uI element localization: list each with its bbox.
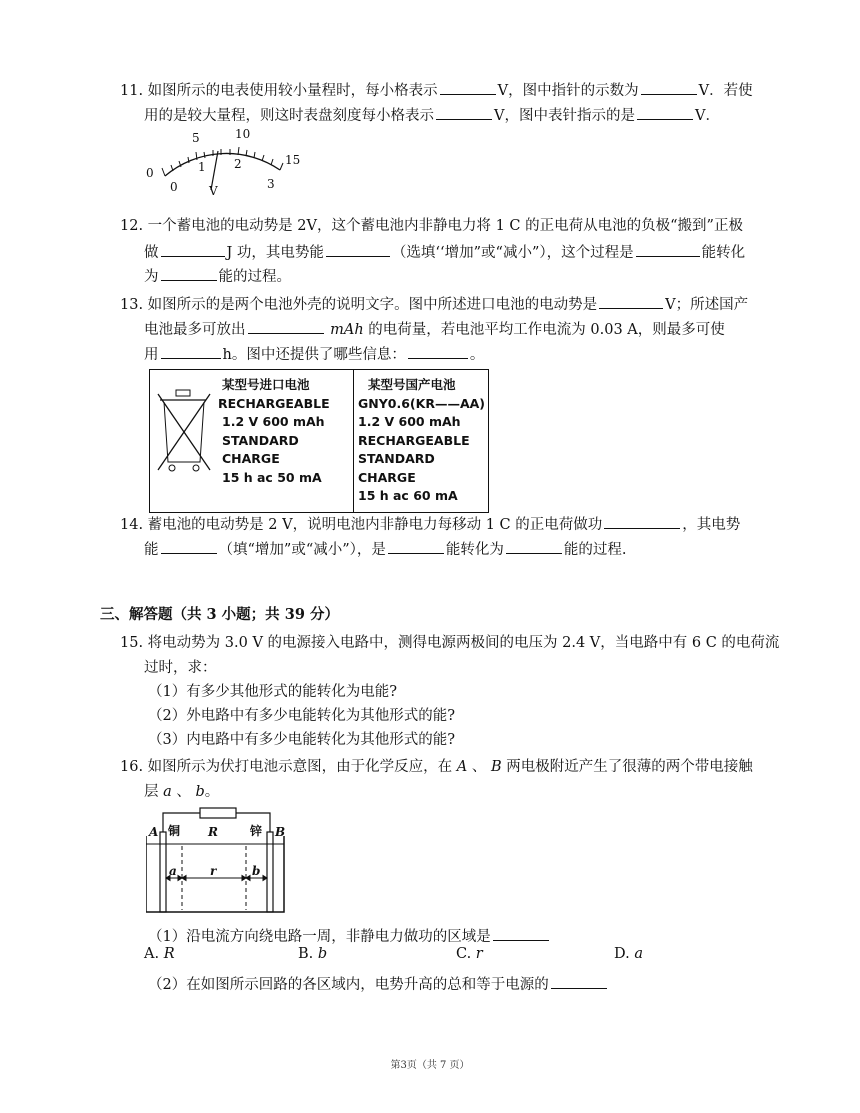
dial-lower-label: 1	[198, 160, 206, 174]
zinc-label: 锌	[250, 824, 263, 838]
option-B[interactable]: B. b	[298, 946, 328, 962]
q16-line2: 层 a 、 b。	[144, 784, 220, 800]
electrode-B-label: B	[275, 825, 286, 839]
dial-lower-label: 3	[267, 177, 275, 191]
q11-line1: 11. 如图所示的电表使用较小量程时，每小格表示 V，图中指针的示数为 V．若使	[120, 76, 753, 100]
import-battery-line: CHARGE	[222, 451, 280, 466]
answer-blank[interactable]	[248, 315, 324, 334]
domestic-battery-line: RECHARGEABLE	[358, 432, 470, 448]
answer-blank[interactable]	[551, 970, 607, 989]
q13-line2: 电池最多可放出 mAh 的电荷量，若电池平均工作电流为 0.03 A，则最多可使	[144, 315, 725, 339]
import-battery-line: 1.2 V 600 mAh	[222, 414, 325, 429]
dial-lower-label: 0	[170, 180, 178, 194]
resistor-R-label: R	[208, 825, 218, 839]
answer-blank[interactable]	[599, 290, 663, 309]
question-number: 15.	[120, 635, 144, 651]
answer-blank[interactable]	[641, 76, 697, 95]
import-battery-title: 某型号进口电池	[222, 377, 310, 392]
page-footer: 第3页（共 7 页）	[390, 1060, 470, 1071]
answer-blank[interactable]	[326, 238, 390, 257]
section-heading: 三、解答题（共 3 小题；共 39 分）	[100, 606, 339, 623]
question-number: 14.	[120, 517, 144, 533]
internal-r-label: r	[210, 864, 217, 878]
dial-lower-label: 2	[234, 157, 242, 171]
q16-sub2: （2）在如图所示回路的各区域内，电势升高的总和等于电源的	[148, 970, 609, 994]
domestic-battery-line: GNY0.6(KR——AA)	[358, 395, 486, 411]
domestic-battery-line: 15 h ac 60 mA	[358, 488, 458, 503]
answer-blank[interactable]	[604, 510, 680, 529]
import-battery-line: RECHARGEABLE	[218, 395, 330, 411]
q15-line1: 15. 将电动势为 3.0 V 的电源接入电路中，测得电源两极间的电压为 2.4 V，当电路中有 6 C 的电荷流	[120, 635, 780, 651]
domestic-battery-title: 某型号国产电池	[368, 377, 456, 392]
option-A[interactable]: A. R	[144, 946, 175, 962]
electrode-A-label: A	[149, 825, 159, 839]
domestic-battery-line: 1.2 V 600 mAh	[358, 414, 461, 429]
answer-blank[interactable]	[161, 238, 225, 257]
q13-line3: 用 h。图中还提供了哪些信息： 。	[144, 340, 484, 364]
voltaic-cell-diagram	[146, 806, 296, 918]
copper-label: 铜	[168, 824, 181, 838]
question-number: 12.	[120, 218, 144, 234]
q15-sub2: （2）外电路中有多少电能转化为其他形式的能?	[148, 708, 455, 724]
q16-line1: 16. 如图所示为伏打电池示意图，由于化学反应，在 A 、 B 两电极附近产生了很薄的两个带电接触	[120, 759, 753, 775]
answer-blank[interactable]	[436, 101, 492, 120]
voltmeter-dial-figure	[140, 128, 310, 203]
question-number: 13.	[120, 297, 144, 313]
battery-label-table	[149, 369, 489, 513]
dial-unit-label: V	[209, 184, 218, 198]
q15-sub3: （3）内电路中有多少电能转化为其他形式的能?	[148, 732, 455, 748]
answer-blank[interactable]	[408, 340, 468, 359]
answer-blank[interactable]	[493, 922, 549, 941]
answer-blank[interactable]	[636, 238, 700, 257]
answer-blank[interactable]	[161, 340, 221, 359]
answer-blank[interactable]	[161, 535, 217, 554]
q11-line2: 用的是较大量程，则这时表盘刻度每小格表示 V，图中表针指示的是 V．	[144, 101, 720, 125]
answer-blank[interactable]	[506, 535, 562, 554]
layer-a-label: a	[169, 864, 177, 878]
q12-line1: 12. 一个蓄电池的电动势是 2V，这个蓄电池内非静电力将 1 C 的正电荷从电池的负极“搬到”正极	[120, 218, 743, 234]
dial-upper-label: 15	[285, 153, 301, 167]
question-number: 11.	[120, 83, 144, 99]
dial-upper-label: 0	[146, 166, 154, 180]
question-number: 16.	[120, 759, 144, 775]
answer-blank[interactable]	[440, 76, 496, 95]
q14-line1: 14. 蓄电池的电动势是 2 V，说明电池内非静电力每移动 1 C 的正电荷做功 ，其电势	[120, 510, 740, 534]
answer-blank[interactable]	[161, 262, 217, 281]
answer-blank[interactable]	[637, 101, 693, 120]
domestic-battery-line: STANDARD CHARGE	[358, 451, 435, 485]
q13-line1: 13. 如图所示的是两个电池外壳的说明文字。图中所述进口电池的电动势是 V；所述国产	[120, 290, 748, 314]
import-battery-line: 15 h ac 50 mA	[222, 469, 322, 485]
import-battery-line: STANDARD	[222, 432, 299, 448]
option-C[interactable]: C. r	[456, 946, 483, 962]
dial-upper-label: 5	[192, 131, 200, 145]
answer-blank[interactable]	[388, 535, 444, 554]
q15-sub1: （1）有多少其他形式的能转化为电能?	[148, 684, 397, 700]
q12-line3: 为 能的过程。	[144, 262, 291, 286]
option-D[interactable]: D. a	[614, 946, 643, 962]
q16-sub1: （1）沿电流方向绕电路一周，非静电力做功的区域是	[148, 922, 551, 946]
q14-line2: 能 （填“增加”或“减小”），是 能转化为 能的过程.	[144, 535, 627, 559]
dial-upper-label: 10	[235, 128, 251, 141]
q15-line2: 过时，求：	[144, 660, 217, 676]
layer-b-label: b	[252, 864, 261, 878]
q12-line2: 做 J 功，其电势能 （选填‘‘增加”或“减小”），这个过程是 能转化	[144, 238, 745, 262]
recycle-bin-crossed-icon	[154, 384, 216, 480]
